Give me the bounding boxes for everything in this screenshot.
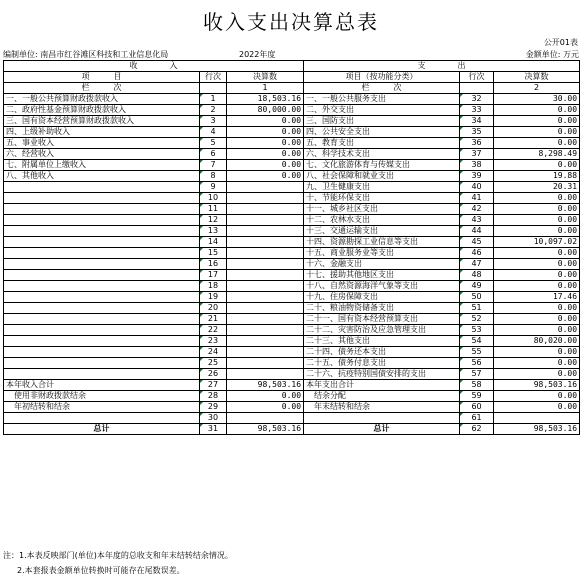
income-amount-cell bbox=[227, 292, 304, 303]
income-line-cell: 31 bbox=[200, 424, 227, 435]
expense-line-cell: 49 bbox=[460, 281, 494, 292]
income-line-cell: 4 bbox=[200, 127, 227, 138]
income-item-cell: 五、事业收入 bbox=[4, 138, 200, 149]
expense-line-cell: 60 bbox=[460, 402, 494, 413]
income-line-cell: 2 bbox=[200, 105, 227, 116]
table-row bbox=[4, 127, 580, 138]
column-index-label: 栏 次 bbox=[4, 83, 200, 94]
income-amount-cell bbox=[227, 281, 304, 292]
expense-item-cell: 八、社会保障和就业支出 bbox=[304, 171, 460, 182]
income-line-cell: 6 bbox=[200, 149, 227, 160]
expense-item-cell: 四、公共安全支出 bbox=[304, 127, 460, 138]
expense-item-cell: 十二、农林水支出 bbox=[304, 215, 460, 226]
table-row bbox=[4, 248, 580, 259]
expense-amount-cell: 0.00 bbox=[494, 160, 580, 171]
income-item-cell: 年初结转和结余 bbox=[4, 402, 200, 413]
income-amount-cell: 0.00 bbox=[227, 127, 304, 138]
income-line-cell: 25 bbox=[200, 358, 227, 369]
expense-line-cell: 45 bbox=[460, 237, 494, 248]
table-row bbox=[4, 413, 580, 424]
income-item-cell: 二、政府性基金预算财政拨款收入 bbox=[4, 105, 200, 116]
expense-item-header: 项目（按功能分类） bbox=[304, 72, 460, 83]
note-2: 2.本套报表金额单位转换时可能存在尾数误差。 bbox=[17, 566, 185, 575]
income-amount-cell: 98,503.16 bbox=[227, 380, 304, 391]
expense-item-cell: 十三、交通运输支出 bbox=[304, 226, 460, 237]
table-row bbox=[4, 424, 580, 435]
income-amount-cell bbox=[227, 336, 304, 347]
expense-item-cell: 二十三、其他支出 bbox=[304, 336, 460, 347]
income-item-cell bbox=[4, 248, 200, 259]
expense-item-cell: 三、国防支出 bbox=[304, 116, 460, 127]
expense-amount-cell: 0.00 bbox=[494, 226, 580, 237]
expense-amount-cell: 0.00 bbox=[494, 391, 580, 402]
expense-line-cell: 44 bbox=[460, 226, 494, 237]
income-item-cell bbox=[4, 281, 200, 292]
expense-item-cell: 结余分配 bbox=[304, 391, 460, 402]
income-item-cell: 四、上级补助收入 bbox=[4, 127, 200, 138]
income-amount-cell bbox=[227, 182, 304, 193]
income-item-cell bbox=[4, 226, 200, 237]
table-row bbox=[4, 292, 580, 303]
report-year: 2022年度 bbox=[239, 50, 276, 59]
income-amount-cell: 18,503.16 bbox=[227, 94, 304, 105]
table-row bbox=[4, 193, 580, 204]
table-row bbox=[4, 347, 580, 358]
income-item-cell: 使用非财政拨款结余 bbox=[4, 391, 200, 402]
expense-item-cell: 二十四、债务还本支出 bbox=[304, 347, 460, 358]
expense-amount-cell bbox=[494, 413, 580, 424]
table-body bbox=[4, 94, 580, 435]
income-amount-cell: 0.00 bbox=[227, 160, 304, 171]
expense-line-cell: 32 bbox=[460, 94, 494, 105]
income-line-cell: 16 bbox=[200, 259, 227, 270]
page-title: 收入支出决算总表 bbox=[203, 10, 379, 34]
income-amount-cell bbox=[227, 248, 304, 259]
income-line-cell: 24 bbox=[200, 347, 227, 358]
expense-item-cell: 二、外交支出 bbox=[304, 105, 460, 116]
table-row bbox=[4, 116, 580, 127]
expense-line-cell: 53 bbox=[460, 325, 494, 336]
income-amount-cell bbox=[227, 358, 304, 369]
expense-header: 支 出 bbox=[304, 61, 580, 72]
report-meta bbox=[3, 49, 579, 59]
expense-amount-cell: 17.46 bbox=[494, 292, 580, 303]
expense-amount-cell: 0.00 bbox=[494, 314, 580, 325]
table-row bbox=[4, 391, 580, 402]
expense-item-cell: 一、一般公共服务支出 bbox=[304, 94, 460, 105]
expense-amount-cell: 0.00 bbox=[494, 105, 580, 116]
table-row bbox=[4, 270, 580, 281]
expense-item-cell: 五、教育支出 bbox=[304, 138, 460, 149]
table-row bbox=[4, 171, 580, 182]
income-amount-cell: 0.00 bbox=[227, 138, 304, 149]
expense-amount-cell: 0.00 bbox=[494, 127, 580, 138]
expense-amount-cell: 0.00 bbox=[494, 347, 580, 358]
table-row bbox=[4, 160, 580, 171]
income-amount-cell: 80,000.00 bbox=[227, 105, 304, 116]
table-row bbox=[4, 281, 580, 292]
expense-amount-cell: 0.00 bbox=[494, 369, 580, 380]
expense-line-cell: 38 bbox=[460, 160, 494, 171]
income-amount-cell bbox=[227, 215, 304, 226]
expense-line-cell: 59 bbox=[460, 391, 494, 402]
expense-item-cell: 年末结转和结余 bbox=[304, 402, 460, 413]
expense-item-cell: 十四、资源勘探工业信息等支出 bbox=[304, 237, 460, 248]
table-row bbox=[4, 380, 580, 391]
expense-item-cell: 十六、金融支出 bbox=[304, 259, 460, 270]
income-amount-cell bbox=[227, 237, 304, 248]
expense-item-cell: 十九、住房保障支出 bbox=[304, 292, 460, 303]
expense-item-cell: 总计 bbox=[304, 424, 460, 435]
expense-amount-header: 决算数 bbox=[494, 72, 580, 83]
compiling-unit: 编制单位: 南昌市红谷滩区科技和工业信息化局 bbox=[3, 50, 169, 59]
table-row bbox=[4, 237, 580, 248]
income-line-cell: 13 bbox=[200, 226, 227, 237]
income-item-cell: 七、附属单位上缴收入 bbox=[4, 160, 200, 171]
expense-line-cell: 36 bbox=[460, 138, 494, 149]
expense-item-cell: 本年支出合计 bbox=[304, 380, 460, 391]
income-amount-cell bbox=[227, 413, 304, 424]
table-row bbox=[4, 402, 580, 413]
expense-amount-cell: 20.31 bbox=[494, 182, 580, 193]
income-amount-cell bbox=[227, 259, 304, 270]
table-row bbox=[4, 105, 580, 116]
income-amount-cell: 0.00 bbox=[227, 149, 304, 160]
expense-line-cell: 58 bbox=[460, 380, 494, 391]
income-line-cell: 20 bbox=[200, 303, 227, 314]
expense-item-cell: 二十二、灾害防治及应急管理支出 bbox=[304, 325, 460, 336]
income-line-cell: 18 bbox=[200, 281, 227, 292]
column-index-label-2: 栏 次 bbox=[304, 83, 460, 94]
expense-item-cell: 十八、自然资源海洋气象等支出 bbox=[304, 281, 460, 292]
expense-line-cell: 41 bbox=[460, 193, 494, 204]
expense-item-cell bbox=[304, 413, 460, 424]
expense-item-cell: 二十一、国有资本经营预算支出 bbox=[304, 314, 460, 325]
income-item-cell: 三、国有资本经营预算财政拨款收入 bbox=[4, 116, 200, 127]
income-line-cell: 17 bbox=[200, 270, 227, 281]
income-amount-cell: 0.00 bbox=[227, 171, 304, 182]
expense-amount-cell: 0.00 bbox=[494, 325, 580, 336]
income-line-cell: 11 bbox=[200, 204, 227, 215]
final-accounts-table bbox=[3, 60, 580, 435]
table-row bbox=[4, 204, 580, 215]
table-row bbox=[4, 138, 580, 149]
income-line-cell: 27 bbox=[200, 380, 227, 391]
expense-line-cell: 46 bbox=[460, 248, 494, 259]
expense-item-cell: 九、卫生健康支出 bbox=[304, 182, 460, 193]
expense-line-header: 行次 bbox=[460, 72, 494, 83]
income-amount-cell bbox=[227, 314, 304, 325]
expense-amount-cell: 10,097.02 bbox=[494, 237, 580, 248]
expense-line-cell: 50 bbox=[460, 292, 494, 303]
expense-line-cell: 52 bbox=[460, 314, 494, 325]
income-item-cell bbox=[4, 358, 200, 369]
income-line-cell: 10 bbox=[200, 193, 227, 204]
income-item-cell bbox=[4, 270, 200, 281]
income-line-cell: 8 bbox=[200, 171, 227, 182]
income-header: 收 入 bbox=[4, 61, 304, 72]
income-item-cell bbox=[4, 303, 200, 314]
expense-amount-cell: 0.00 bbox=[494, 215, 580, 226]
expense-amount-cell: 0.00 bbox=[494, 248, 580, 259]
expense-amount-cell: 19.88 bbox=[494, 171, 580, 182]
expense-amount-cell: 0.00 bbox=[494, 193, 580, 204]
table-row bbox=[4, 215, 580, 226]
income-line-cell: 29 bbox=[200, 402, 227, 413]
income-item-cell: 总计 bbox=[4, 424, 200, 435]
income-amount-cell bbox=[227, 193, 304, 204]
income-line-cell: 5 bbox=[200, 138, 227, 149]
expense-amount-cell: 98,503.16 bbox=[494, 424, 580, 435]
income-line-cell: 14 bbox=[200, 237, 227, 248]
table-row bbox=[4, 94, 580, 105]
income-line-cell: 23 bbox=[200, 336, 227, 347]
expense-item-cell: 六、科学技术支出 bbox=[304, 149, 460, 160]
income-item-cell bbox=[4, 237, 200, 248]
expense-amount-cell: 80,020.00 bbox=[494, 336, 580, 347]
header-row-sections bbox=[4, 61, 580, 72]
income-item-cell bbox=[4, 336, 200, 347]
income-amount-cell bbox=[227, 204, 304, 215]
column-index-1: 1 bbox=[227, 83, 304, 94]
table-row bbox=[4, 314, 580, 325]
expense-line-cell: 39 bbox=[460, 171, 494, 182]
expense-amount-cell: 30.00 bbox=[494, 94, 580, 105]
income-item-cell bbox=[4, 182, 200, 193]
income-amount-cell: 98,503.16 bbox=[227, 424, 304, 435]
income-item-cell bbox=[4, 347, 200, 358]
expense-amount-cell: 0.00 bbox=[494, 259, 580, 270]
income-item-cell bbox=[4, 204, 200, 215]
expense-line-cell: 43 bbox=[460, 215, 494, 226]
income-line-cell: 22 bbox=[200, 325, 227, 336]
income-amount-cell bbox=[227, 270, 304, 281]
expense-line-cell: 57 bbox=[460, 369, 494, 380]
income-amount-cell bbox=[227, 369, 304, 380]
income-item-cell: 一、一般公共预算财政拨款收入 bbox=[4, 94, 200, 105]
income-amount-cell: 0.00 bbox=[227, 116, 304, 127]
expense-item-cell: 十五、商业服务业等支出 bbox=[304, 248, 460, 259]
income-item-cell bbox=[4, 193, 200, 204]
header-row-columns bbox=[4, 72, 580, 83]
expense-line-cell: 40 bbox=[460, 182, 494, 193]
income-item-cell bbox=[4, 325, 200, 336]
table-row bbox=[4, 259, 580, 270]
expense-line-cell: 55 bbox=[460, 347, 494, 358]
expense-line-cell: 54 bbox=[460, 336, 494, 347]
table-row bbox=[4, 182, 580, 193]
form-number: 公开01表 bbox=[543, 38, 578, 47]
income-line-cell: 21 bbox=[200, 314, 227, 325]
income-line-cell: 9 bbox=[200, 182, 227, 193]
expense-amount-cell: 0.00 bbox=[494, 138, 580, 149]
expense-amount-cell: 98,503.16 bbox=[494, 380, 580, 391]
expense-item-cell: 二十五、债务付息支出 bbox=[304, 358, 460, 369]
table-row bbox=[4, 336, 580, 347]
income-line-cell: 12 bbox=[200, 215, 227, 226]
income-line-cell: 15 bbox=[200, 248, 227, 259]
column-index-2: 2 bbox=[494, 83, 580, 94]
expense-amount-cell: 8,298.49 bbox=[494, 149, 580, 160]
expense-line-cell: 37 bbox=[460, 149, 494, 160]
expense-line-cell: 42 bbox=[460, 204, 494, 215]
income-item-cell bbox=[4, 369, 200, 380]
income-item-cell bbox=[4, 413, 200, 424]
table-row bbox=[4, 358, 580, 369]
income-amount-cell bbox=[227, 226, 304, 237]
expense-line-cell: 62 bbox=[460, 424, 494, 435]
table-row bbox=[4, 303, 580, 314]
expense-line-cell: 56 bbox=[460, 358, 494, 369]
expense-line-cell: 61 bbox=[460, 413, 494, 424]
expense-line-cell: 51 bbox=[460, 303, 494, 314]
expense-line-cell: 48 bbox=[460, 270, 494, 281]
expense-amount-cell: 0.00 bbox=[494, 358, 580, 369]
expense-amount-cell: 0.00 bbox=[494, 116, 580, 127]
income-item-header: 项 目 bbox=[4, 72, 200, 83]
income-line-header: 行次 bbox=[200, 72, 227, 83]
expense-line-cell: 33 bbox=[460, 105, 494, 116]
expense-amount-cell: 0.00 bbox=[494, 281, 580, 292]
note-1: 注：1.本表反映部门(单位)本年度的总收支和年末结转结余情况。 bbox=[3, 551, 233, 560]
income-amount-cell bbox=[227, 325, 304, 336]
expense-item-cell: 十七、援助其他地区支出 bbox=[304, 270, 460, 281]
income-item-cell: 八、其他收入 bbox=[4, 171, 200, 182]
expense-item-cell: 二十、粮油物资储备支出 bbox=[304, 303, 460, 314]
income-amount-cell: 0.00 bbox=[227, 391, 304, 402]
income-item-cell bbox=[4, 259, 200, 270]
empty-cell bbox=[460, 83, 494, 94]
expense-amount-cell: 0.00 bbox=[494, 270, 580, 281]
expense-item-cell: 二十六、抗疫特别国债安排的支出 bbox=[304, 369, 460, 380]
income-item-cell: 本年收入合计 bbox=[4, 380, 200, 391]
income-item-cell bbox=[4, 215, 200, 226]
income-line-cell: 7 bbox=[200, 160, 227, 171]
expense-amount-cell: 0.00 bbox=[494, 303, 580, 314]
amount-unit: 金额单位: 万元 bbox=[525, 50, 579, 59]
income-amount-cell: 0.00 bbox=[227, 402, 304, 413]
expense-item-cell: 七、文化旅游体育与传媒支出 bbox=[304, 160, 460, 171]
income-line-cell: 30 bbox=[200, 413, 227, 424]
header-row-index bbox=[4, 83, 580, 94]
income-line-cell: 28 bbox=[200, 391, 227, 402]
empty-cell bbox=[200, 83, 227, 94]
table-row bbox=[4, 369, 580, 380]
notes bbox=[3, 548, 233, 578]
income-line-cell: 3 bbox=[200, 116, 227, 127]
expense-line-cell: 47 bbox=[460, 259, 494, 270]
income-amount-cell bbox=[227, 347, 304, 358]
income-item-cell: 六、经营收入 bbox=[4, 149, 200, 160]
income-item-cell bbox=[4, 292, 200, 303]
table-row bbox=[4, 149, 580, 160]
income-line-cell: 26 bbox=[200, 369, 227, 380]
expense-line-cell: 34 bbox=[460, 116, 494, 127]
expense-amount-cell: 0.00 bbox=[494, 402, 580, 413]
table-row bbox=[4, 325, 580, 336]
expense-item-cell: 十、节能环保支出 bbox=[304, 193, 460, 204]
expense-item-cell: 十一、城乡社区支出 bbox=[304, 204, 460, 215]
income-line-cell: 19 bbox=[200, 292, 227, 303]
income-amount-cell bbox=[227, 303, 304, 314]
table-row bbox=[4, 226, 580, 237]
expense-line-cell: 35 bbox=[460, 127, 494, 138]
expense-amount-cell: 0.00 bbox=[494, 204, 580, 215]
income-amount-header: 决算数 bbox=[227, 72, 304, 83]
income-line-cell: 1 bbox=[200, 94, 227, 105]
income-item-cell bbox=[4, 314, 200, 325]
